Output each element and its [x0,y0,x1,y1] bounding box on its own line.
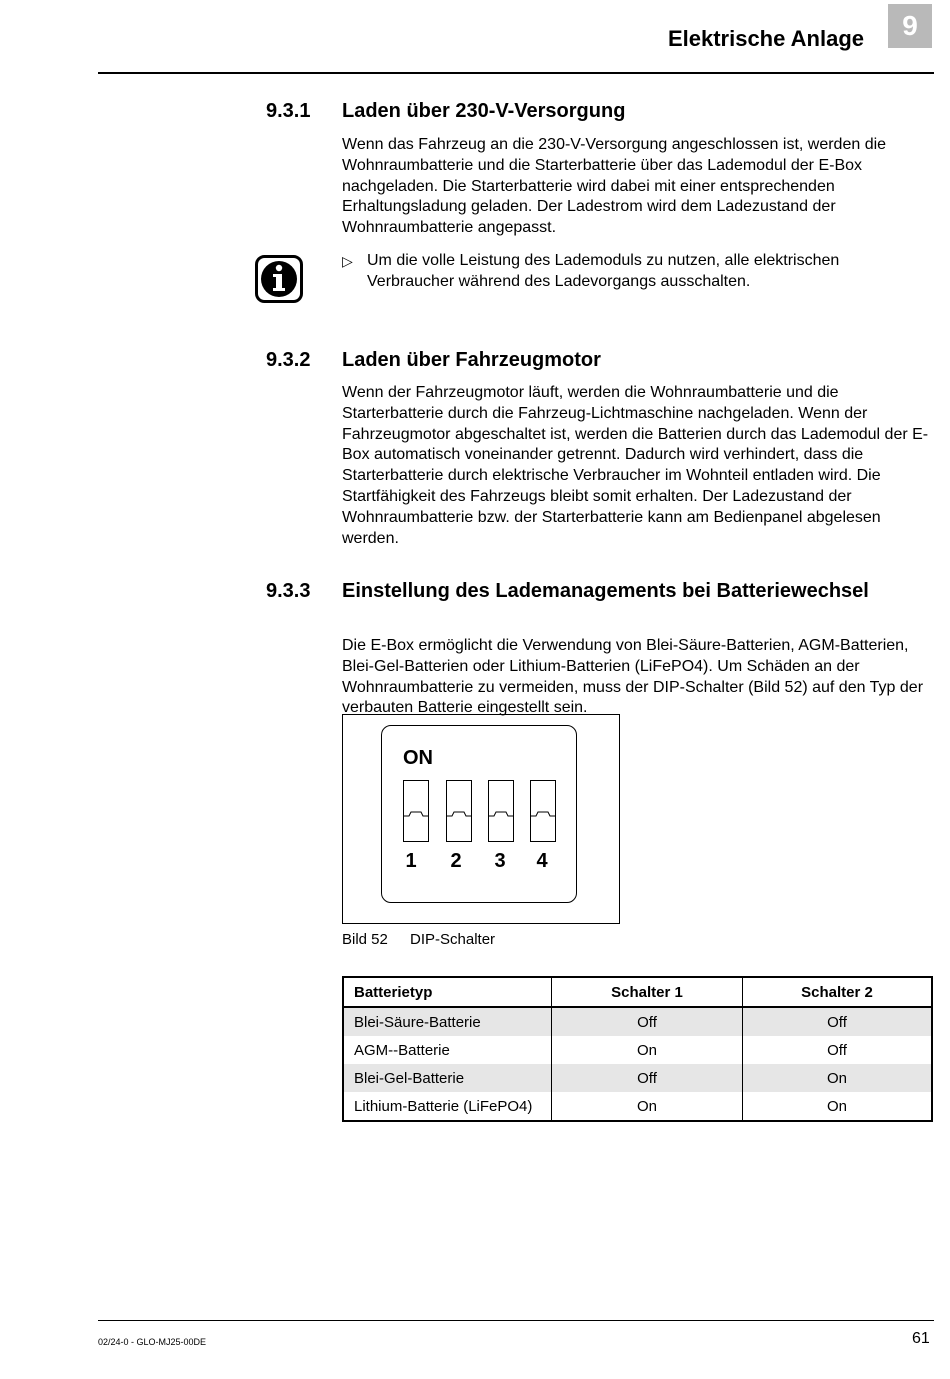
section-number: 9.3.2 [266,349,311,371]
table-cell: On [552,1092,743,1121]
section-number: 9.3.1 [266,100,311,122]
table-cell: AGM--Batterie [343,1036,552,1064]
section-paragraph: Wenn der Fahrzeugmotor läuft, werden die Wohnraumbatterie und die Starterbatterie durch die Fahrzeug-Lichtmaschine nachgeladen. Wenn der Fahrzeugmotor abgeschaltet ist, werden die Batterien durch das Lademodul der E-Box automatisch voneinander getrennt. Dadurch wird verhindert, dass die Starterbatterie durch elektrische Verbraucher im Wohnteil entladen wird. Die Startfähigkeit des Fahrzeugs bleibt somit erhalten. Der Ladezustand der Wohnraumbatterie bzw. der Starterbatterie kann am Bedienpanel abgelesen werden. [342,384,929,547]
section-title: Laden über Fahrzeugmotor [342,349,601,371]
dip-switch-2 [446,780,472,842]
table-cell: On [743,1092,933,1121]
dip-switch-number: 4 [536,850,548,872]
table-cell: Off [552,1064,743,1092]
chapter-number-badge: 9 [888,4,932,48]
dip-switch-number: 2 [450,850,462,872]
document-code: 02/24-0 - GLO-MJ25-00DE [98,1337,207,1347]
page-header-title: Elektrische Anlage [667,26,864,51]
section-title: Laden über 230-V-Versorgung [342,100,626,122]
section-paragraph: Die E-Box ermöglicht die Verwendung von Blei-Säure-Batterien, AGM-Batterien, Blei-Gel-Batterien oder Lithium-Batterien (LiFePO4). Um Schäden an der Wohnraumbatterie zu vermeiden, muss der DIP-Schalter (Bild 52) auf den Typ der verbauten Batterie eingestellt sein. [342,637,924,717]
table-header-cell: Schalter 2 [743,977,933,1007]
table-row [343,1092,932,1121]
table-header-row [343,977,932,1007]
table-row [343,1064,932,1092]
footer-divider [98,1320,934,1321]
dip-switch-3 [488,780,514,842]
section-number: 9.3.3 [266,580,311,602]
table-cell: On [743,1064,933,1092]
figure-caption-label: Bild 52 [342,931,388,948]
table-header-cell: Batterietyp [343,977,552,1007]
dip-switch-number: 3 [494,850,506,872]
table-cell: Blei-Gel-Batterie [343,1064,552,1092]
table-row [343,1007,932,1036]
table-cell: On [552,1036,743,1064]
table-cell: Blei-Säure-Batterie [343,1007,552,1036]
table-cell: Off [552,1007,743,1036]
dip-switch-4 [530,780,556,842]
table-cell: Off [743,1007,933,1036]
section-paragraph: Wenn das Fahrzeug an die 230-V-Versorgung angeschlossen ist, werden die Wohnraumbatterie und die Starterbatterie über das Lademodul der E-Box nachgeladen. Die Starterbatterie wird dabei mit einer entsprechenden Erhaltungsladung geladen. Der Ladestrom wird dem Ladezustand der Wohnraumbatterie angepasst. [342,136,887,237]
table-cell: Off [743,1036,933,1064]
info-icon [255,255,303,303]
dip-switch-number: 1 [405,850,417,872]
dip-on-label: ON [403,747,433,769]
section-title: Einstellung des Lademanagements bei Batteriewechsel [342,580,869,602]
figure-caption-text: DIP-Schalter [410,931,496,948]
battery-type-table [342,976,933,1122]
dip-switch-1 [403,780,429,842]
table-header-cell: Schalter 1 [552,977,743,1007]
header-divider [98,72,934,74]
page-number: 61 [912,1330,930,1347]
table-cell: Lithium-Batterie (LiFePO4) [343,1092,552,1121]
note-text: Um die volle Leistung des Lademoduls zu nutzen, alle elektrischen Verbraucher während des Ladevorgangs ausschalten. [367,252,840,290]
note-marker-icon: ▷ [342,253,353,269]
table-row [343,1036,932,1064]
